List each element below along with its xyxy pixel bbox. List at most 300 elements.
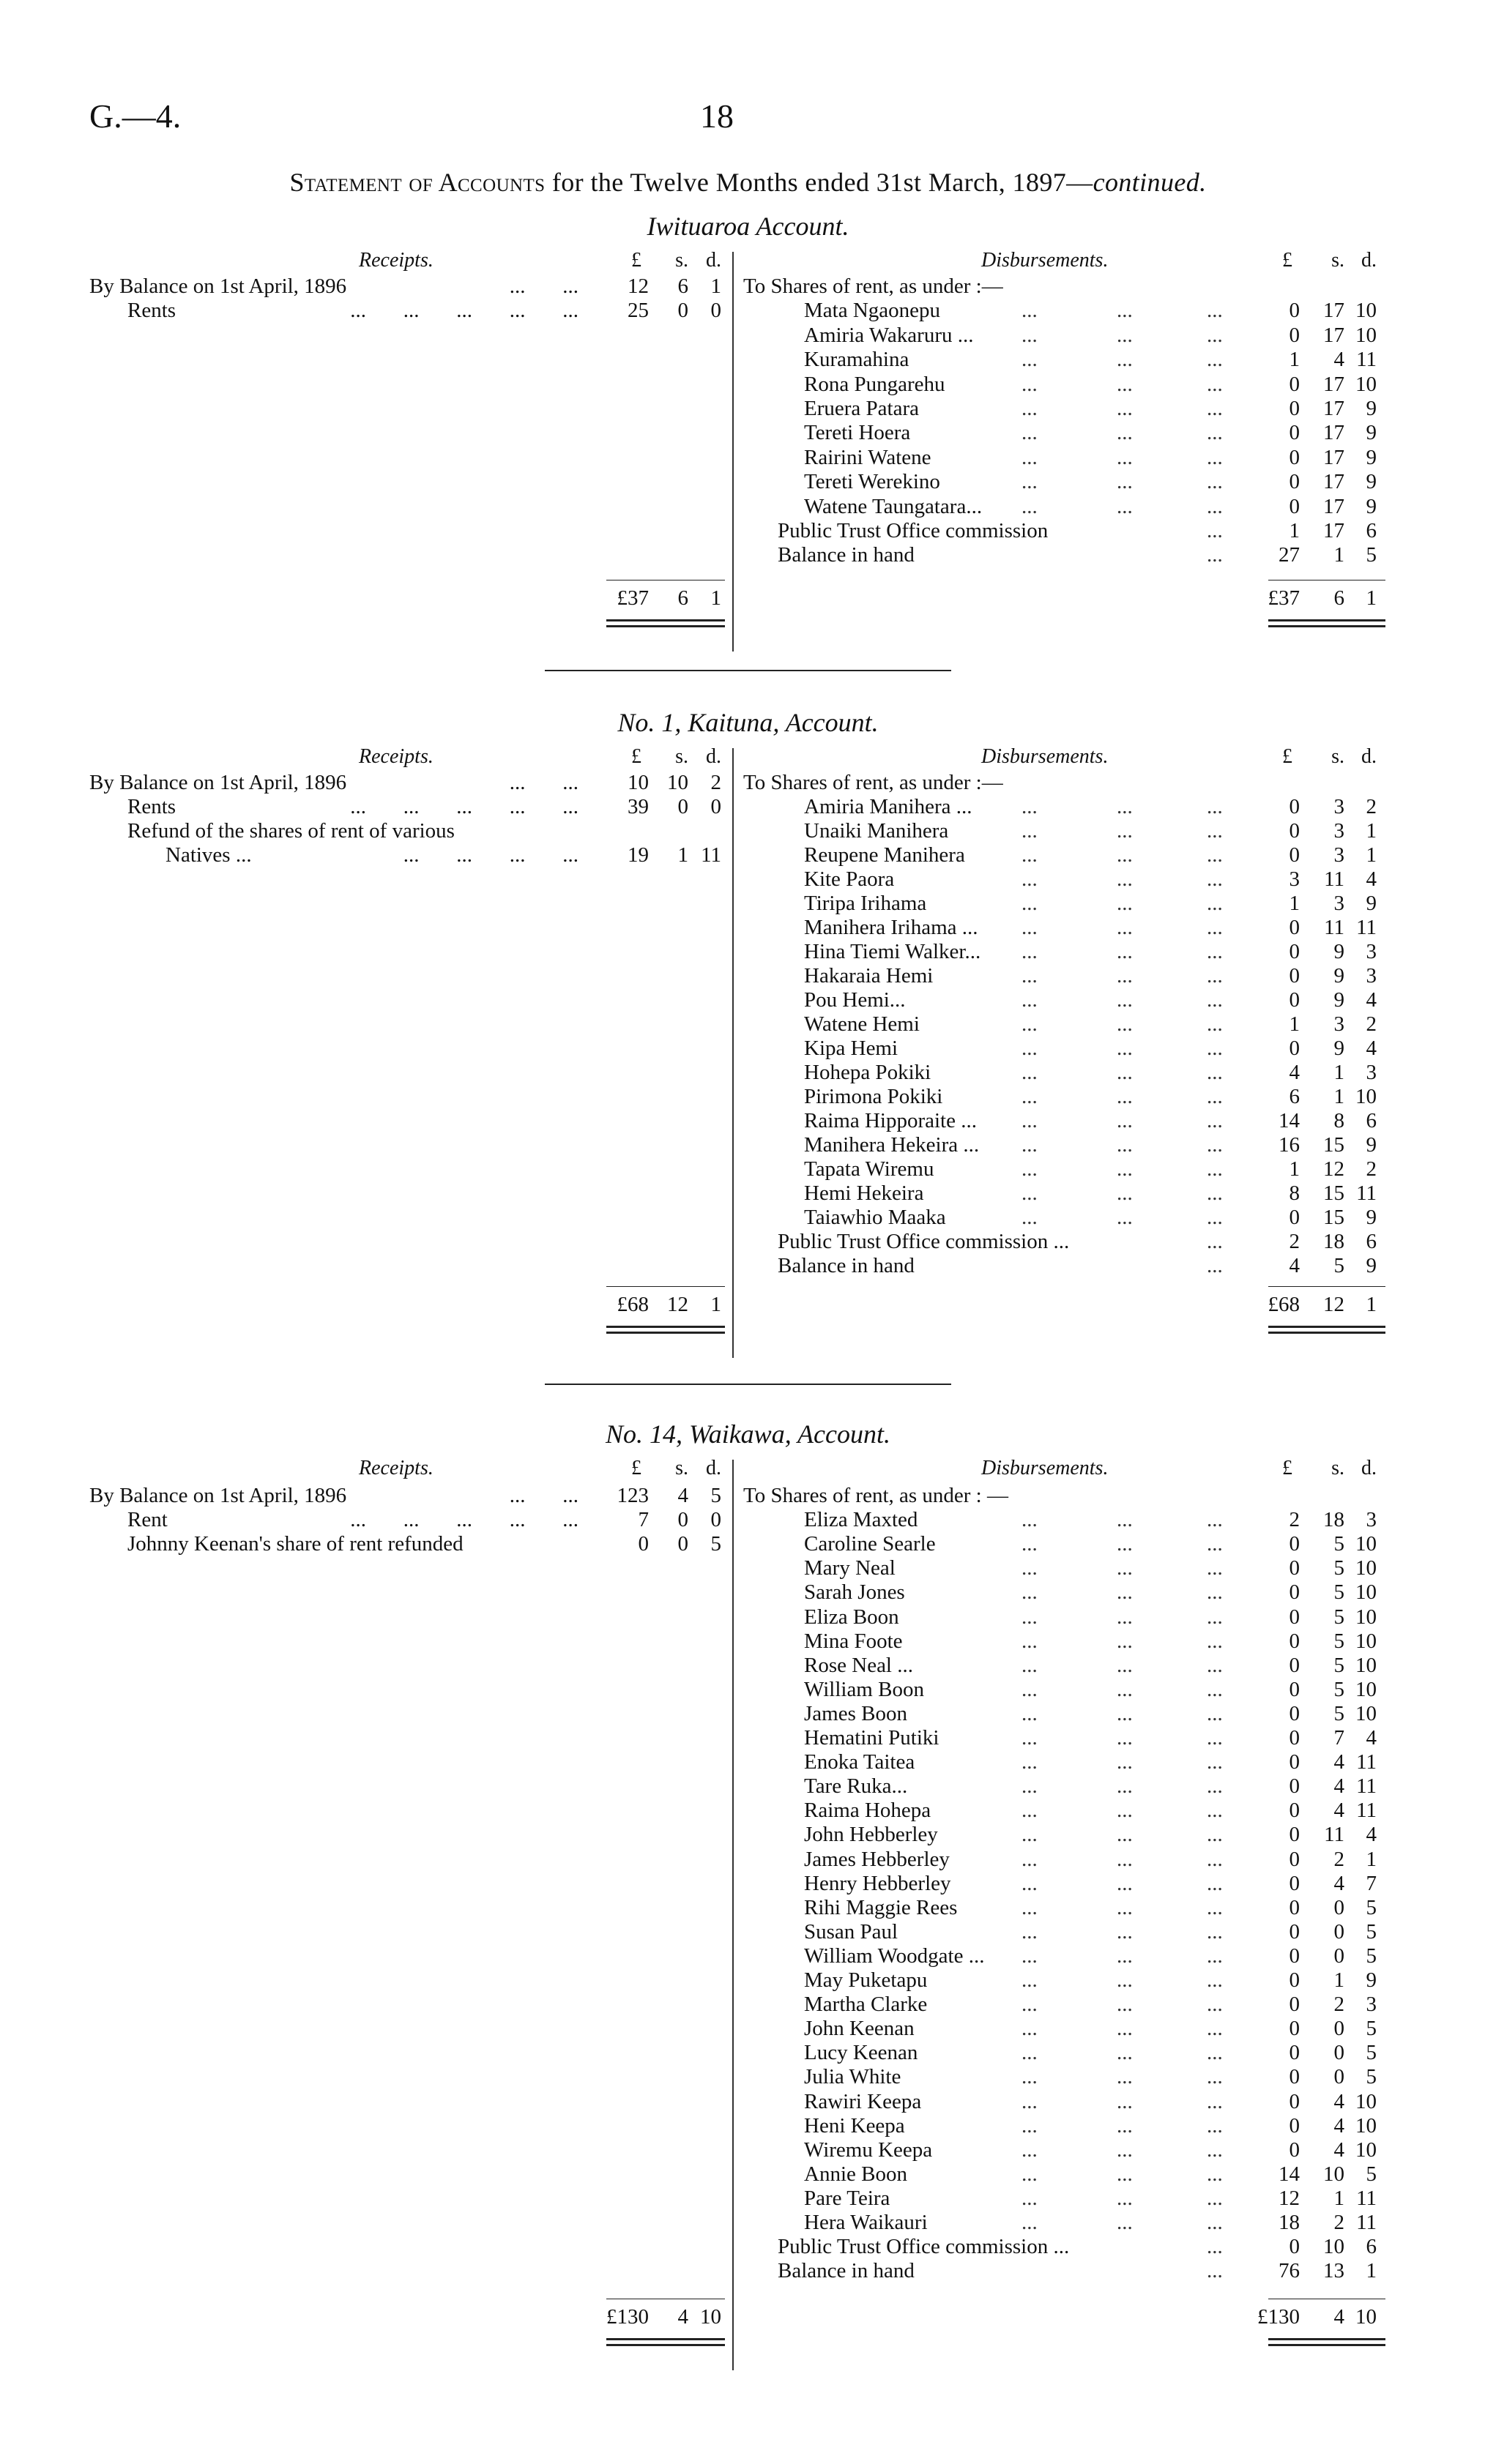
leader-dots: ... (1117, 2017, 1133, 2041)
share-pence: 1 (1366, 843, 1377, 867)
leader-dots: ... (1207, 1701, 1223, 1725)
title-tail: continued. (1093, 168, 1207, 197)
share-shillings: 5 (1333, 1580, 1344, 1605)
account-title: No. 1, Kaituna, Account. (617, 708, 879, 737)
share-pence: 3 (1366, 940, 1377, 963)
share-pounds: 0 (1289, 1847, 1300, 1871)
receipt-shillings: 0 (677, 1508, 688, 1532)
share-pounds: 0 (1289, 323, 1300, 347)
share-pounds: 0 (1289, 1677, 1300, 1701)
share-shillings: 0 (1333, 2041, 1344, 2065)
share-pence: 3 (1366, 1508, 1377, 1532)
share-pounds: 1 (1289, 1157, 1300, 1181)
share-pence: 4 (1366, 1726, 1377, 1750)
leader-dots: ... (1207, 1605, 1223, 1629)
receipts-heading: Receipts. (359, 1457, 433, 1479)
share-pounds: 8 (1289, 1181, 1300, 1205)
leader-dots: ... (1117, 892, 1133, 915)
share-shillings: 17 (1323, 445, 1344, 469)
share-shillings: 4 (1333, 2113, 1344, 2138)
leader-dots: ... (1207, 1629, 1223, 1653)
leader-dots: ... (1207, 1774, 1223, 1799)
share-pence: 10 (1355, 2138, 1377, 2162)
leader-dots: ... (1117, 2065, 1133, 2089)
share-pence: 11 (1356, 916, 1377, 939)
share-pence: 10 (1355, 2113, 1377, 2138)
disbursements-heading: Disbursements. (981, 745, 1109, 768)
leader-dots: ... (1207, 940, 1223, 963)
leader-dots: ... (1021, 445, 1038, 469)
receipt-pounds: 123 (617, 1484, 649, 1507)
share-pounds: 0 (1289, 1993, 1300, 2017)
share-shillings: 17 (1323, 470, 1344, 494)
share-shillings: 11 (1324, 1823, 1344, 1847)
leader-dots: ... (1021, 2186, 1038, 2210)
share-name: Tereti Werekino (804, 470, 940, 494)
share-shillings: 9 (1333, 1037, 1344, 1060)
total-disbursements-pence: 1 (1366, 1293, 1377, 1316)
leader-dots: ... (1207, 1968, 1223, 1992)
share-name: Tare Ruka... (804, 1774, 908, 1799)
leader-dots: ... (1021, 1181, 1038, 1205)
share-shillings: 5 (1333, 1605, 1344, 1629)
share-shillings: 3 (1333, 1012, 1344, 1036)
share-pounds: 0 (1289, 2017, 1300, 2041)
leader-dots: ... (1207, 1944, 1223, 1968)
leader-dots: ... (1117, 1157, 1133, 1181)
leader-dots: ... (1021, 2017, 1038, 2041)
leader-dots: ... (1021, 1580, 1038, 1605)
share-shillings: 5 (1333, 1653, 1344, 1677)
share-name: Rawiri Keepa (804, 2089, 922, 2113)
share-pounds: 0 (1289, 940, 1300, 963)
leader-dots: ... (1117, 1580, 1133, 1605)
share-pounds: 0 (1289, 1944, 1300, 1968)
leader-dots: ... (1207, 819, 1223, 843)
share-pence: 1 (1366, 1847, 1377, 1871)
leader-dots: ... (1021, 892, 1038, 915)
leader-dots: ... (1021, 397, 1038, 420)
share-name: Kuramahina (804, 348, 909, 372)
share-pence: 11 (1356, 2211, 1377, 2234)
receipt-label: By Balance on 1st April, 1896 (89, 275, 347, 298)
share-name: Rihi Maggie Rees (804, 1895, 958, 1919)
share-pence: 10 (1355, 1677, 1377, 1701)
receipt-leader-dots: ... ... ... ... ... (350, 795, 578, 818)
leader-dots: ... (1021, 1061, 1038, 1084)
disbursement-pounds: 76 (1279, 2259, 1300, 2283)
total-double-rule (606, 2344, 725, 2346)
share-name: Tiripa Irihama (804, 892, 927, 915)
total-double-rule (1268, 625, 1385, 627)
leader-dots: ... (1207, 843, 1223, 867)
share-shillings: 5 (1333, 1677, 1344, 1701)
share-pounds: 0 (1289, 1871, 1300, 1895)
total-disbursements-shillings: 4 (1333, 2305, 1344, 2329)
leader-dots: ... (1207, 1895, 1223, 1919)
disbursement-shillings: 1 (1333, 543, 1344, 567)
leader-dots: ... (1117, 2138, 1133, 2162)
share-pounds: 0 (1289, 1823, 1300, 1847)
share-name: Heni Keepa (804, 2113, 905, 2138)
disbursement-shillings: 10 (1323, 2235, 1344, 2259)
share-shillings: 4 (1333, 1799, 1344, 1823)
disbursement-label: Public Trust Office commission (778, 519, 1049, 542)
share-pence: 9 (1366, 470, 1377, 494)
leader-dots: ... (1117, 1133, 1133, 1157)
share-pounds: 0 (1289, 372, 1300, 396)
leader-dots: ... (1117, 1556, 1133, 1580)
leader-dots: ... (1117, 1726, 1133, 1750)
leader-dots: ... (1021, 1085, 1038, 1108)
disb-pounds-heading: £ (1282, 249, 1292, 272)
leader-dots: ... (1021, 1629, 1038, 1653)
leader-dots: ... (1021, 1919, 1038, 1944)
share-name: Kipa Hemi (804, 1037, 898, 1060)
disbursement-pounds: 1 (1289, 519, 1300, 542)
share-shillings: 17 (1323, 421, 1344, 445)
leader-dots: ... (1117, 494, 1133, 518)
share-pence: 10 (1355, 299, 1377, 323)
receipt-label: By Balance on 1st April, 1896 (89, 771, 347, 794)
disbursement-shillings: 17 (1323, 519, 1344, 542)
share-shillings: 5 (1333, 1556, 1344, 1580)
share-pounds: 2 (1289, 1508, 1300, 1532)
leader-dots: ... (1117, 1919, 1133, 1944)
leader-dots: ... (1021, 1556, 1038, 1580)
share-name: Rona Pungarehu (804, 372, 945, 396)
receipt-pence: 5 (710, 1532, 721, 1556)
leader-dots: ... (1207, 916, 1223, 939)
share-shillings: 4 (1333, 1871, 1344, 1895)
disbursement-pounds: 2 (1289, 1230, 1300, 1253)
leader-dots: ... (1117, 1799, 1133, 1823)
disb-shillings-heading: s. (1331, 745, 1344, 768)
leader-dots: ... (1117, 867, 1133, 891)
leader-dots: ... (1021, 1012, 1038, 1036)
share-shillings: 5 (1333, 1532, 1344, 1556)
share-pounds: 0 (1289, 470, 1300, 494)
leader-dots: ... (1021, 1774, 1038, 1799)
total-disbursements-shillings: 12 (1323, 1293, 1344, 1316)
leader-dots: ... (1207, 1871, 1223, 1895)
share-pounds: 0 (1289, 1556, 1300, 1580)
total-receipts-shillings: 12 (667, 1293, 688, 1316)
share-shillings: 3 (1333, 843, 1344, 867)
leader-dots: ... (1207, 1799, 1223, 1823)
share-shillings: 1 (1333, 1061, 1344, 1084)
leader-dots: ... (1117, 1181, 1133, 1205)
share-name: Taiawhio Maaka (804, 1206, 946, 1229)
share-shillings: 4 (1333, 1750, 1344, 1774)
share-shillings: 17 (1323, 323, 1344, 347)
receipt-label: Rents (127, 795, 176, 818)
leader-dots: ... (1117, 1605, 1133, 1629)
share-pence: 10 (1355, 1701, 1377, 1725)
share-pounds: 6 (1289, 1085, 1300, 1108)
share-pounds: 14 (1279, 2162, 1300, 2186)
leader-dots: ... (1207, 988, 1223, 1012)
leader-dots: ... (1207, 494, 1223, 518)
share-shillings: 18 (1323, 1508, 1344, 1532)
leader-dots: ... (1207, 1157, 1223, 1181)
share-pence: 9 (1366, 892, 1377, 915)
share-pounds: 0 (1289, 2041, 1300, 2065)
share-name: Raima Hohepa (804, 1799, 931, 1823)
leader-dots: ... (1207, 2089, 1223, 2113)
disbursements-heading: Disbursements. (981, 249, 1109, 272)
leader-dots: ... (1117, 1750, 1133, 1774)
share-pence: 10 (1355, 1580, 1377, 1605)
total-double-rule (606, 2338, 725, 2340)
share-name: Mary Neal (804, 1556, 896, 1580)
disbursement-shillings: 5 (1333, 1254, 1344, 1277)
leader-dots: ... (1207, 323, 1223, 347)
total-disbursements-pounds: £130 (1257, 2305, 1300, 2329)
share-pence: 10 (1355, 1629, 1377, 1653)
leader-dots: ... (1207, 1726, 1223, 1750)
share-shillings: 0 (1333, 2065, 1344, 2089)
share-name: Amiria Manihera ... (804, 795, 972, 818)
total-receipts-pence: 10 (700, 2305, 721, 2329)
leader-dots: ... (1207, 2235, 1223, 2259)
share-pence: 10 (1355, 323, 1377, 347)
leader-dots: ... (1021, 988, 1038, 1012)
share-shillings: 12 (1323, 1157, 1344, 1181)
leader-dots: ... (1117, 2186, 1133, 2210)
share-pounds: 3 (1289, 867, 1300, 891)
leader-dots: ... (1117, 988, 1133, 1012)
total-double-rule (1268, 2344, 1385, 2346)
leader-dots: ... (1021, 323, 1038, 347)
leader-dots: ... (1021, 2162, 1038, 2186)
share-name: Eliza Boon (804, 1605, 899, 1629)
leader-dots: ... (1021, 2041, 1038, 2065)
leader-dots: ... (1207, 470, 1223, 494)
leader-dots: ... (1207, 1230, 1223, 1253)
share-shillings: 3 (1333, 892, 1344, 915)
receipt-shillings: 0 (677, 795, 688, 818)
leader-dots: ... (1207, 1653, 1223, 1677)
share-pounds: 0 (1289, 1968, 1300, 1992)
disbursement-pence: 1 (1366, 2259, 1377, 2283)
share-shillings: 17 (1323, 494, 1344, 518)
share-pounds: 0 (1289, 2138, 1300, 2162)
receipt-label: Rents (127, 299, 176, 323)
leader-dots: ... (1117, 470, 1133, 494)
receipt-pounds: 12 (628, 275, 649, 298)
share-pence: 5 (1366, 2162, 1377, 2186)
leader-dots: ... (1021, 2065, 1038, 2089)
share-shillings: 0 (1333, 1944, 1344, 1968)
share-shillings: 4 (1333, 2089, 1344, 2113)
share-pounds: 0 (1289, 1726, 1300, 1750)
leader-dots: ... (1207, 892, 1223, 915)
share-shillings: 7 (1333, 1726, 1344, 1750)
share-name: Tereti Hoera (804, 421, 911, 445)
leader-dots: ... (1117, 2089, 1133, 2113)
share-pounds: 0 (1289, 2089, 1300, 2113)
share-name: Hohepa Pokiki (804, 1061, 931, 1084)
leader-dots: ... (1207, 867, 1223, 891)
leader-dots: ... (1021, 299, 1038, 323)
leader-dots: ... (1117, 421, 1133, 445)
leader-dots: ... (1207, 299, 1223, 323)
leader-dots: ... (1207, 445, 1223, 469)
share-shillings: 4 (1333, 1774, 1344, 1799)
share-name: Pare Teira (804, 2186, 890, 2210)
leader-dots: ... (1117, 348, 1133, 372)
disbursement-pence: 5 (1366, 543, 1377, 567)
share-pounds: 0 (1289, 1653, 1300, 1677)
share-shillings: 2 (1333, 2211, 1344, 2234)
share-shillings: 8 (1333, 1109, 1344, 1132)
share-pounds: 0 (1289, 964, 1300, 988)
share-name: Caroline Searle (804, 1532, 936, 1556)
leader-dots: ... (1207, 795, 1223, 818)
share-pence: 3 (1366, 964, 1377, 988)
leader-dots: ... (1117, 2162, 1133, 2186)
disbursement-pounds: 4 (1289, 1254, 1300, 1277)
receipt-shillings: 1 (677, 843, 688, 867)
leader-dots: ... (1117, 397, 1133, 420)
share-pence: 1 (1366, 819, 1377, 843)
total-double-rule (1268, 619, 1385, 621)
leader-dots: ... (1207, 1580, 1223, 1605)
title-lead: Statement of Accounts (289, 168, 546, 197)
leader-dots: ... (1021, 494, 1038, 518)
share-pounds: 0 (1289, 916, 1300, 939)
leader-dots: ... (1117, 1012, 1133, 1036)
share-name: Susan Paul (804, 1919, 898, 1944)
share-name: Hematini Putiki (804, 1726, 939, 1750)
receipt-pounds: 39 (628, 795, 649, 818)
leader-dots: ... (1207, 1206, 1223, 1229)
disb-pounds-heading: £ (1282, 745, 1292, 768)
share-shillings: 17 (1323, 372, 1344, 396)
share-pounds: 18 (1279, 2211, 1300, 2234)
leader-dots: ... (1117, 1085, 1133, 1108)
share-pence: 2 (1366, 1012, 1377, 1036)
share-pounds: 0 (1289, 1799, 1300, 1823)
share-shillings: 17 (1323, 299, 1344, 323)
leader-dots: ... (1117, 843, 1133, 867)
column-divider (732, 252, 734, 652)
share-pence: 11 (1356, 1181, 1377, 1205)
leader-dots: ... (1207, 397, 1223, 420)
share-pounds: 0 (1289, 397, 1300, 420)
document-title (0, 167, 1496, 198)
share-name: Unaiki Manihera (804, 819, 949, 843)
receipt-pence: 2 (710, 771, 721, 794)
share-pence: 5 (1366, 1919, 1377, 1944)
share-shillings: 3 (1333, 819, 1344, 843)
share-pounds: 0 (1289, 2065, 1300, 2089)
leader-dots: ... (1207, 1012, 1223, 1036)
leader-dots: ... (1207, 2211, 1223, 2234)
receipts-shillings-heading: s. (675, 249, 688, 272)
share-pence: 2 (1366, 795, 1377, 818)
disb-shillings-heading: s. (1331, 1457, 1344, 1479)
receipt-label: Refund of the shares of rent of various (127, 819, 455, 843)
receipt-label: Johnny Keenan's share of rent refunded (127, 1532, 464, 1556)
share-name: John Keenan (804, 2017, 915, 2041)
share-pounds: 0 (1289, 1919, 1300, 1944)
leader-dots: ... (1021, 1677, 1038, 1701)
leader-dots: ... (1117, 1847, 1133, 1871)
share-shillings: 0 (1333, 2017, 1344, 2041)
share-name: John Hebberley (804, 1823, 938, 1847)
share-name: Watene Taungatara... (804, 494, 983, 518)
share-pence: 2 (1366, 1157, 1377, 1181)
share-name: Lucy Keenan (804, 2041, 918, 2065)
receipt-pence: 0 (710, 795, 721, 818)
share-shillings: 1 (1333, 2186, 1344, 2210)
disbursement-label: Balance in hand (778, 543, 915, 567)
disb-pence-heading: d. (1361, 249, 1377, 272)
section-separator (545, 1384, 951, 1385)
leader-dots: ... (1021, 1605, 1038, 1629)
total-disbursements-shillings: 6 (1333, 586, 1344, 610)
share-shillings: 9 (1333, 988, 1344, 1012)
total-double-rule (1268, 1332, 1385, 1334)
share-name: Hakaraia Hemi (804, 964, 934, 988)
receipts-shillings-heading: s. (675, 1457, 688, 1479)
disbursement-lead: To Shares of rent, as under :— (743, 771, 1003, 794)
share-shillings: 15 (1323, 1181, 1344, 1205)
leader-dots: ... (1117, 964, 1133, 988)
leader-dots: ... (1021, 421, 1038, 445)
receipt-leader-dots: ... ... ... ... ... (350, 299, 578, 323)
share-name: Raima Hipporaite ... (804, 1109, 977, 1132)
share-name: May Puketapu (804, 1968, 928, 1992)
leader-dots: ... (1021, 1653, 1038, 1677)
share-pence: 9 (1366, 421, 1377, 445)
receipt-label: Rent (127, 1508, 168, 1532)
share-name: Hemi Hekeira (804, 1181, 924, 1205)
leader-dots: ... (1117, 2113, 1133, 2138)
leader-dots: ... (1207, 1181, 1223, 1205)
share-pounds: 0 (1289, 819, 1300, 843)
share-pence: 4 (1366, 1823, 1377, 1847)
receipt-shillings: 0 (677, 1532, 688, 1556)
receipt-pounds: 7 (638, 1508, 649, 1532)
leader-dots: ... (1117, 1653, 1133, 1677)
share-shillings: 9 (1333, 940, 1344, 963)
receipt-shillings: 4 (677, 1484, 688, 1507)
total-double-rule (606, 625, 725, 627)
share-shillings: 3 (1333, 795, 1344, 818)
leader-dots: ... (1117, 372, 1133, 396)
share-shillings: 2 (1333, 1993, 1344, 2017)
leader-dots: ... (1117, 1206, 1133, 1229)
disb-shillings-heading: s. (1331, 249, 1344, 272)
receipts-heading: Receipts. (359, 249, 433, 272)
share-pence: 5 (1366, 1944, 1377, 1968)
share-name: Rairini Watene (804, 445, 931, 469)
share-pence: 3 (1366, 1993, 1377, 2017)
receipts-pence-heading: d. (706, 745, 721, 768)
share-pounds: 0 (1289, 843, 1300, 867)
receipt-pounds: 0 (638, 1532, 649, 1556)
receipt-pounds: 10 (628, 771, 649, 794)
leader-dots: ... (1207, 1061, 1223, 1084)
disbursement-pounds: 27 (1279, 543, 1300, 567)
leader-dots: ... (1021, 372, 1038, 396)
receipt-shillings: 10 (667, 771, 688, 794)
share-pounds: 0 (1289, 494, 1300, 518)
leader-dots: ... (1207, 2041, 1223, 2065)
